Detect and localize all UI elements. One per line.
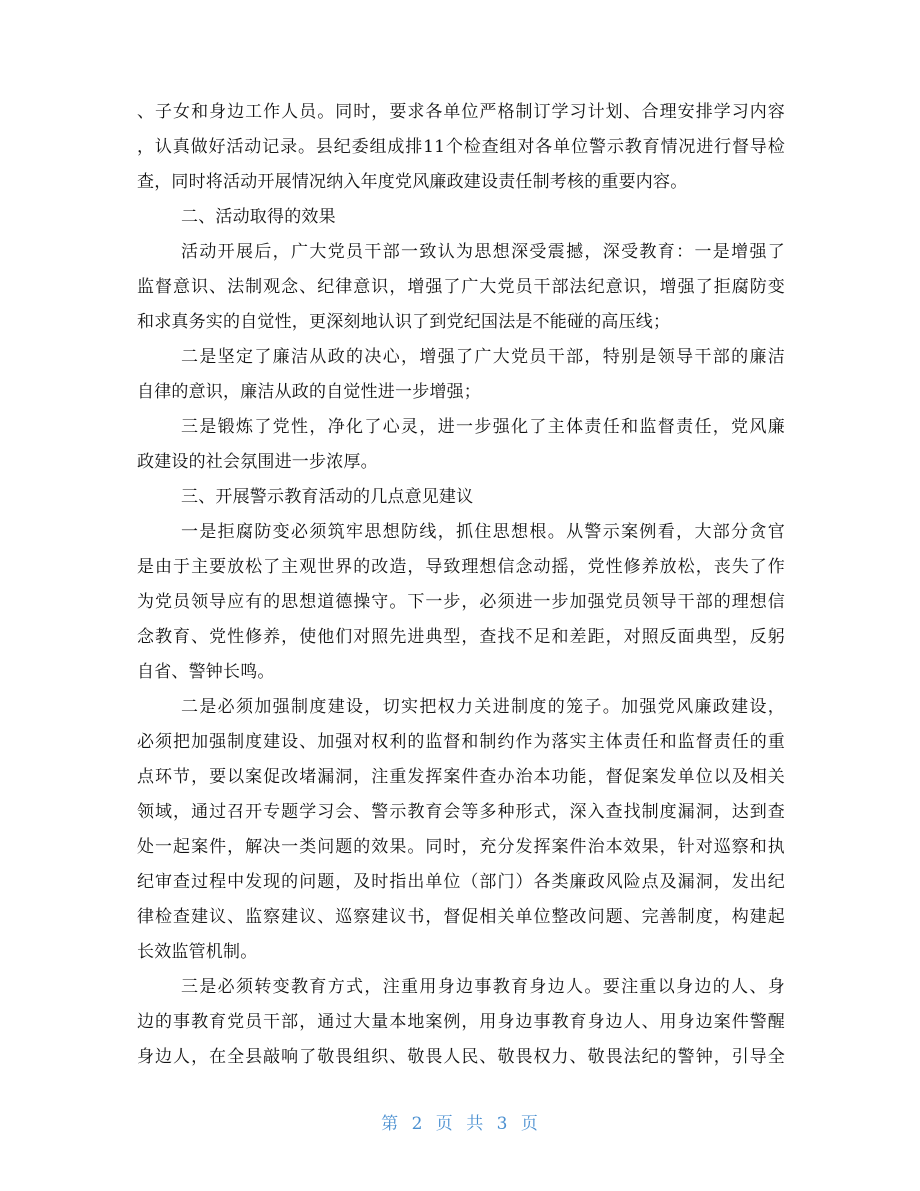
body-line: 自律的意识，廉洁从政的自觉性进一步增强； xyxy=(137,382,481,402)
body-line: 身边人，在全县敲响了敬畏组织、敬畏人民、敬畏权力、敬畏法纪的警钟，引导全 xyxy=(137,1047,785,1067)
body-line: 监督意识、法制观念、纪律意识，增强了广大党员干部法纪意识，增强了拒腐防变 xyxy=(137,277,785,297)
body-line: 三是必须转变教育方式，注重用身边事教育身边人。要注重以身边的人、身 xyxy=(181,977,785,997)
body-line: 二是必须加强制度建设，切实把权力关进制度的笼子。加强党风廉政建设， xyxy=(181,697,785,717)
body-line: 为党员领导应有的思想道德操守。下一步，必须进一步加强党员领导干部的理想信 xyxy=(137,592,785,612)
body-line: 律检查建议、监察建议、巡察建议书，督促相关单位整改问题、完善制度，构建起 xyxy=(137,907,785,927)
body-line: 长效监管机制。 xyxy=(137,942,258,962)
body-line: 一是拒腐防变必须筑牢思想防线，抓住思想根。从警示案例看，大部分贪官 xyxy=(181,522,785,542)
body-line: 三是锻炼了党性，净化了心灵，进一步强化了主体责任和监督责任，党风廉 xyxy=(181,417,785,437)
body-line: 、子女和身边工作人员。同时，要求各单位严格制订学习计划、合理安排学习内容 xyxy=(137,102,785,122)
body-line: ，认真做好活动记录。县纪委组成排11个检查组对各单位警示教育情况进行督导检 xyxy=(137,137,785,157)
body-line: 必须把加强制度建设、加强对权利的监督和制约作为落实主体责任和监督责任的重 xyxy=(137,732,785,752)
body-line: 处一起案件，解决一类问题的效果。同时，充分发挥案件治本效果，针对巡察和执 xyxy=(137,837,785,857)
body-line: 和求真务实的自觉性，更深刻地认识了到党纪国法是不能碰的高压线； xyxy=(137,312,671,332)
body-line: 查，同时将活动开展情况纳入年度党风廉政建设责任制考核的重要内容。 xyxy=(137,172,688,192)
body-line: 政建设的社会氛围进一步浓厚。 xyxy=(137,452,378,472)
body-line: 念教育、党性修养，使他们对照先进典型，查找不足和差距，对照反面典型，反躬 xyxy=(137,627,785,647)
body-line: 边的事教育党员干部，通过大量本地案例，用身边事教育身边人、用身边案件警醒 xyxy=(137,1012,785,1032)
page-number-footer: 第 2 页 共 3 页 xyxy=(381,1114,539,1134)
section-heading: 三、开展警示教育活动的几点意见建议 xyxy=(181,487,474,507)
body-line: 自省、警钟长鸣。 xyxy=(137,662,275,682)
body-line: 点环节，要以案促改堵漏洞，注重发挥案件查办治本功能，督促案发单位以及相关 xyxy=(137,767,785,787)
body-line: 纪审查过程中发现的问题，及时指出单位（部门）各类廉政风险点及漏洞，发出纪 xyxy=(137,872,785,892)
body-line: 是由于主要放松了主观世界的改造，导致理想信念动摇，党性修养放松，丧失了作 xyxy=(137,557,785,577)
document-body xyxy=(137,101,785,1081)
body-line: 活动开展后，广大党员干部一致认为思想深受震撼，深受教育：一是增强了 xyxy=(181,242,785,262)
body-line: 二是坚定了廉洁从政的决心，增强了广大党员干部，特别是领导干部的廉洁 xyxy=(181,347,785,367)
body-line: 领域，通过召开专题学习会、警示教育会等多种形式，深入查找制度漏洞，达到查 xyxy=(137,802,785,822)
section-heading: 二、活动取得的效果 xyxy=(181,207,336,227)
